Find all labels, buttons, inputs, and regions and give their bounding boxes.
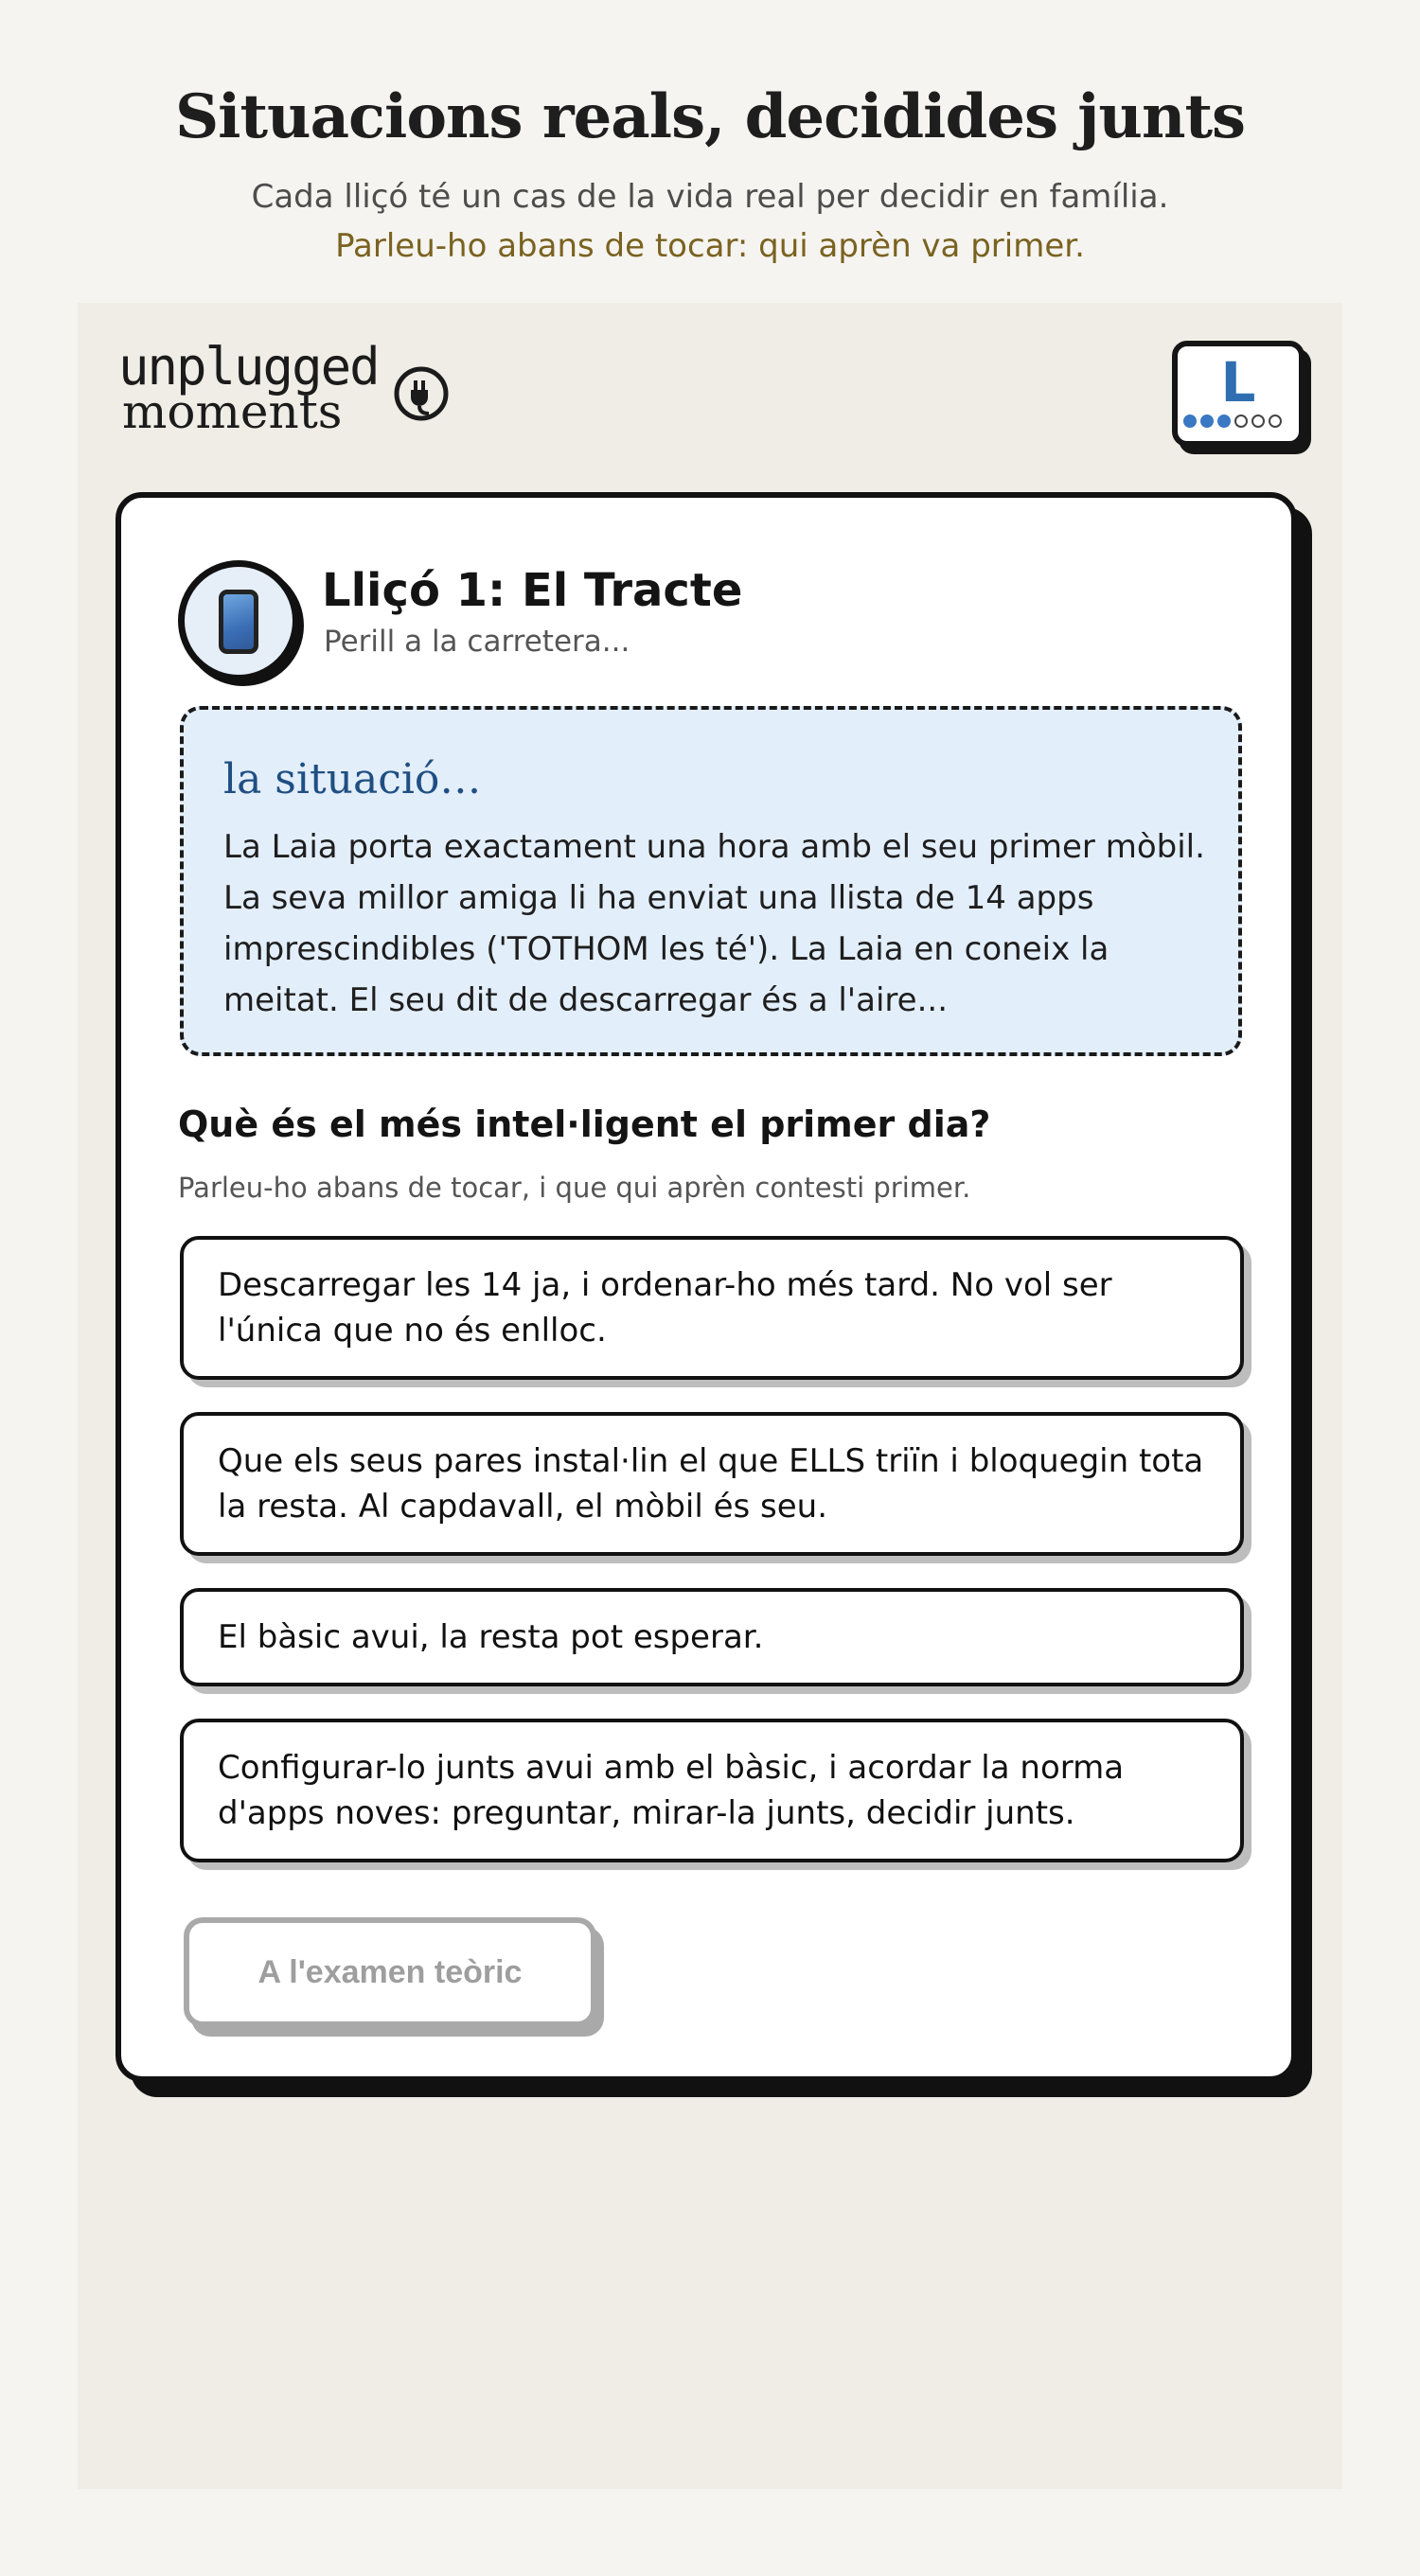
progress-dot bbox=[1234, 415, 1248, 428]
lesson-card bbox=[115, 492, 1297, 2082]
answer-option-2[interactable]: Que els seus pares instal·lin el que ELLS triïn i bloquegin tota la resta. Al capdavall, el mòbil és seu. bbox=[180, 1412, 1244, 1556]
page-title: Situacions reals, decidides junts bbox=[174, 81, 1246, 152]
answer-option-3[interactable]: El bàsic avui, la resta pot esperar. bbox=[180, 1588, 1244, 1686]
question-title: Què és el més intel·ligent el primer dia? bbox=[178, 1103, 991, 1145]
lesson-avatar bbox=[178, 560, 299, 681]
situation-box bbox=[180, 706, 1242, 1056]
theory-exam-button[interactable]: A l'examen teòric bbox=[184, 1917, 596, 2027]
situation-label: la situació… bbox=[223, 755, 482, 803]
plug-icon bbox=[388, 358, 454, 424]
lesson-title: Lliçó 1: El Tracte bbox=[322, 564, 743, 617]
progress-dot bbox=[1200, 415, 1214, 428]
answer-option-4[interactable]: Configurar-lo junts avui amb el bàsic, i acordar la norma d'apps noves: preguntar, mirar-la junts, decidir junts. bbox=[180, 1719, 1244, 1862]
logo-line2: moments bbox=[122, 384, 343, 439]
learner-plate-badge bbox=[1172, 341, 1305, 447]
progress-dot bbox=[1251, 415, 1265, 428]
situation-text: La Laia porta exactament una hora amb el seu primer mòbil. La seva millor amiga li ha enviat una llista de 14 apps imprescindibles ('TOTHOM les té'). La Laia en coneix la meitat. El seu dit de descarregar és a l'aire... bbox=[223, 828, 1205, 1019]
lesson-progress-dots bbox=[1183, 415, 1282, 428]
question-hint: Parleu-ho abans de tocar, i que qui aprèn contesti primer. bbox=[178, 1172, 971, 1204]
phone-icon bbox=[219, 590, 258, 654]
progress-dot bbox=[1183, 415, 1197, 428]
logo bbox=[118, 337, 459, 441]
lesson-subtitle: Perill a la carretera... bbox=[324, 625, 630, 659]
answer-option-1[interactable]: Descarregar les 14 ja, i ordenar-ho més tard. No vol ser l'única que no és enlloc. bbox=[180, 1236, 1244, 1380]
page-subtitle: Cada lliçó té un cas de la vida real per decidir en família. bbox=[251, 178, 1169, 216]
page-note: Parleu-ho abans de tocar: qui aprèn va primer. bbox=[335, 227, 1085, 265]
progress-dot bbox=[1269, 415, 1282, 428]
progress-dot bbox=[1217, 415, 1231, 428]
learner-plate-letter: L bbox=[1220, 350, 1256, 415]
logo-line1: unplugged bbox=[118, 337, 379, 397]
